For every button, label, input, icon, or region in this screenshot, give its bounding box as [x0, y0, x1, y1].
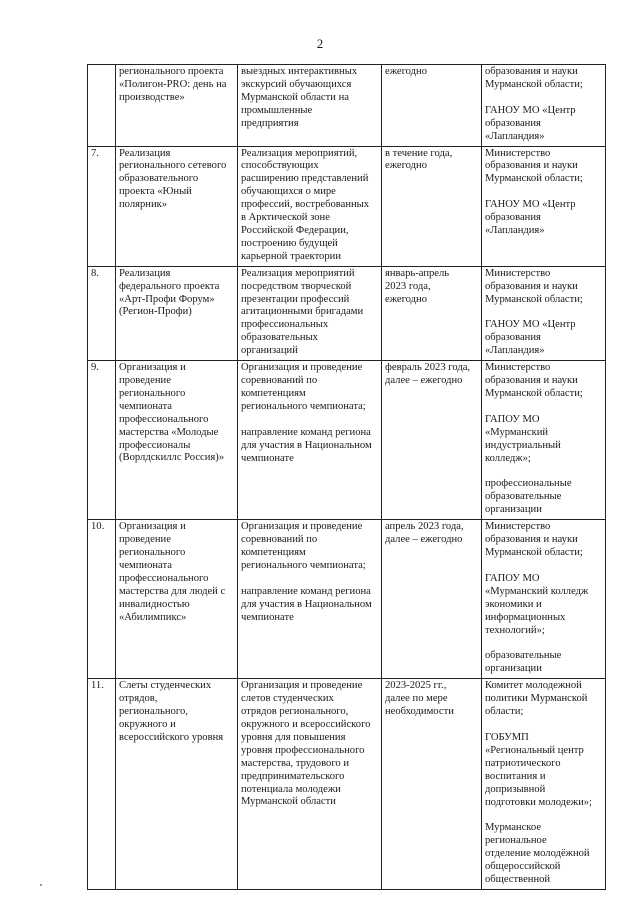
measure-name-cell [116, 520, 238, 679]
measure-name-cell [116, 361, 238, 520]
term-text: 2023-2025 гг., далее по мере необходимости [385, 680, 454, 718]
measure-name-cell [116, 266, 238, 360]
responsible-cell [482, 65, 606, 147]
table-row [88, 520, 606, 679]
term-cell [382, 520, 482, 679]
measure-name-cell [116, 146, 238, 266]
responsible-entry: образовательные организации [485, 650, 562, 675]
responsible-entry: образования и науки Мурманской области; [485, 66, 583, 90]
responsible-cell [482, 146, 606, 266]
measure-name: Реализация федерального проекта «Арт-Профи Форум» (Регион-Профи) [119, 267, 220, 318]
term-text: январь-апрель 2023 года, ежегодно [385, 267, 450, 305]
responsible-entry: Министерство образования и науки Мурманской области; [485, 267, 583, 305]
content-paragraph: Организация и проведение соревнований по компетенциям регионального чемпионата; [241, 521, 366, 571]
measure-content-cell [238, 146, 382, 266]
term-cell [382, 65, 482, 147]
responsible-cell [482, 361, 606, 520]
measure-name: Организация и проведение регионального чемпионата профессионального мастерства для людей с инвалидностью «Абилимпикс» [119, 521, 226, 623]
measure-content-cell [238, 520, 382, 679]
responsible-entry: Комитет молодежной политики Мурманской области; [485, 680, 588, 718]
responsible-entry: ГОБУМП «Региональный центр патриотического воспитания и допризывной подготовки молодежи»; [485, 731, 593, 808]
measure-content-cell [238, 266, 382, 360]
content-paragraph: направление команд региона для участия в Национальном чемпионате [241, 426, 372, 464]
measure-content-cell [238, 679, 382, 890]
responsible-cell [482, 520, 606, 679]
row-number-cell [88, 361, 116, 520]
paragraph-gap [241, 414, 378, 427]
table-row [88, 146, 606, 266]
row-number-cell [88, 146, 116, 266]
paragraph-gap [485, 809, 602, 822]
row-number: 10. [91, 521, 105, 533]
paragraph-gap [485, 92, 602, 105]
paragraph-gap [241, 573, 378, 586]
content-paragraph: Организация и проведение слетов студенческих отрядов регионального, окружного и всероссийского уровня для повышения уровня профессионального мастерства, трудового и предпринимательского потенциала молодежи Мурманской области [241, 680, 371, 808]
paragraph-gap [485, 465, 602, 478]
row-number-cell [88, 520, 116, 679]
content-paragraph: направление команд региона для участия в Национальном чемпионате [241, 585, 372, 623]
responsible-entry: Министерство образования и науки Мурманской области; [485, 362, 583, 399]
table-row [88, 65, 606, 147]
responsible-entry: Мурманское региональное отделение молодёжной общероссийской общественной [485, 822, 590, 886]
scan-speck [40, 884, 42, 886]
paragraph-gap [485, 401, 602, 414]
measure-name: Слеты студенческих отрядов, регионального, окружного и всероссийского уровня [119, 680, 224, 743]
responsible-cell [482, 266, 606, 360]
responsible-entry: ГАНОУ МО «Центр образования «Лапландия» [485, 319, 576, 357]
measure-name-cell [116, 679, 238, 890]
responsible-entry: ГАНОУ МО «Центр образования «Лапландия» [485, 199, 576, 237]
term-text: апрель 2023 года, далее – ежегодно [385, 521, 464, 546]
content-paragraph: Организация и проведение соревнований по компетенциям регионального чемпионата; [241, 362, 366, 412]
table-row [88, 361, 606, 520]
measures-table [87, 64, 606, 890]
page-number: 2 [316, 36, 324, 51]
content-paragraph: Реализация мероприятий, способствующих расширению представлений обучающихся о мире профессий, востребованных в Арктической зоне Российской Федерации, построению будущей карьерной траектории [241, 147, 370, 262]
row-number: 7. [91, 147, 99, 159]
row-number-cell [88, 679, 116, 890]
responsible-entry: профессиональные образовательные организации [485, 478, 572, 516]
term-cell [382, 361, 482, 520]
responsible-entry: ГАПОУ МО «Мурманский колледж экономики и информационных технологий»; [485, 572, 589, 636]
measure-name: Организация и проведение регионального чемпионата профессионального мастерства «Молодые профессионалы (Ворлдскиллс Россия)» [119, 362, 225, 464]
paragraph-gap [485, 306, 602, 319]
content-paragraph: Реализация мероприятий посредством творческой презентации профессий агитационными бригадами профессиональных образовательных организаций [241, 267, 364, 357]
responsible-entry: Министерство образования и науки Мурманской области; [485, 521, 583, 558]
row-number: 9. [91, 362, 99, 374]
responsible-entry: ГАПОУ МО «Мурманский индустриальный колледж»; [485, 413, 561, 464]
paragraph-gap [485, 719, 602, 732]
row-number: 11. [91, 680, 104, 692]
paragraph-gap [485, 560, 602, 573]
measure-content-cell [238, 361, 382, 520]
term-text: ежегодно [385, 66, 428, 77]
row-number-cell [88, 65, 116, 147]
responsible-entry: Министерство образования и науки Мурманской области; [485, 147, 583, 185]
term-cell [382, 679, 482, 890]
table-row [88, 679, 606, 890]
row-number: 8. [91, 267, 99, 279]
measure-name-cell [116, 65, 238, 147]
content-paragraph: выездных интерактивных экскурсий обучающихся Мурманской области на промышленные предприятия [241, 66, 358, 129]
row-number-cell [88, 266, 116, 360]
term-text: в течение года, ежегодно [385, 147, 453, 172]
table-row [88, 266, 606, 360]
measure-name: Реализация регионального сетевого образовательного проекта «Юный полярник» [119, 147, 227, 211]
paragraph-gap [485, 186, 602, 199]
responsible-entry: ГАНОУ МО «Центр образования «Лапландия» [485, 104, 576, 142]
term-cell [382, 266, 482, 360]
responsible-cell [482, 679, 606, 890]
measure-content-cell [238, 65, 382, 147]
term-text: февраль 2023 года, далее – ежегодно [385, 362, 471, 387]
term-cell [382, 146, 482, 266]
measure-name: регионального проекта «Полигон-PRO: день на производстве» [119, 66, 227, 103]
paragraph-gap [485, 637, 602, 650]
